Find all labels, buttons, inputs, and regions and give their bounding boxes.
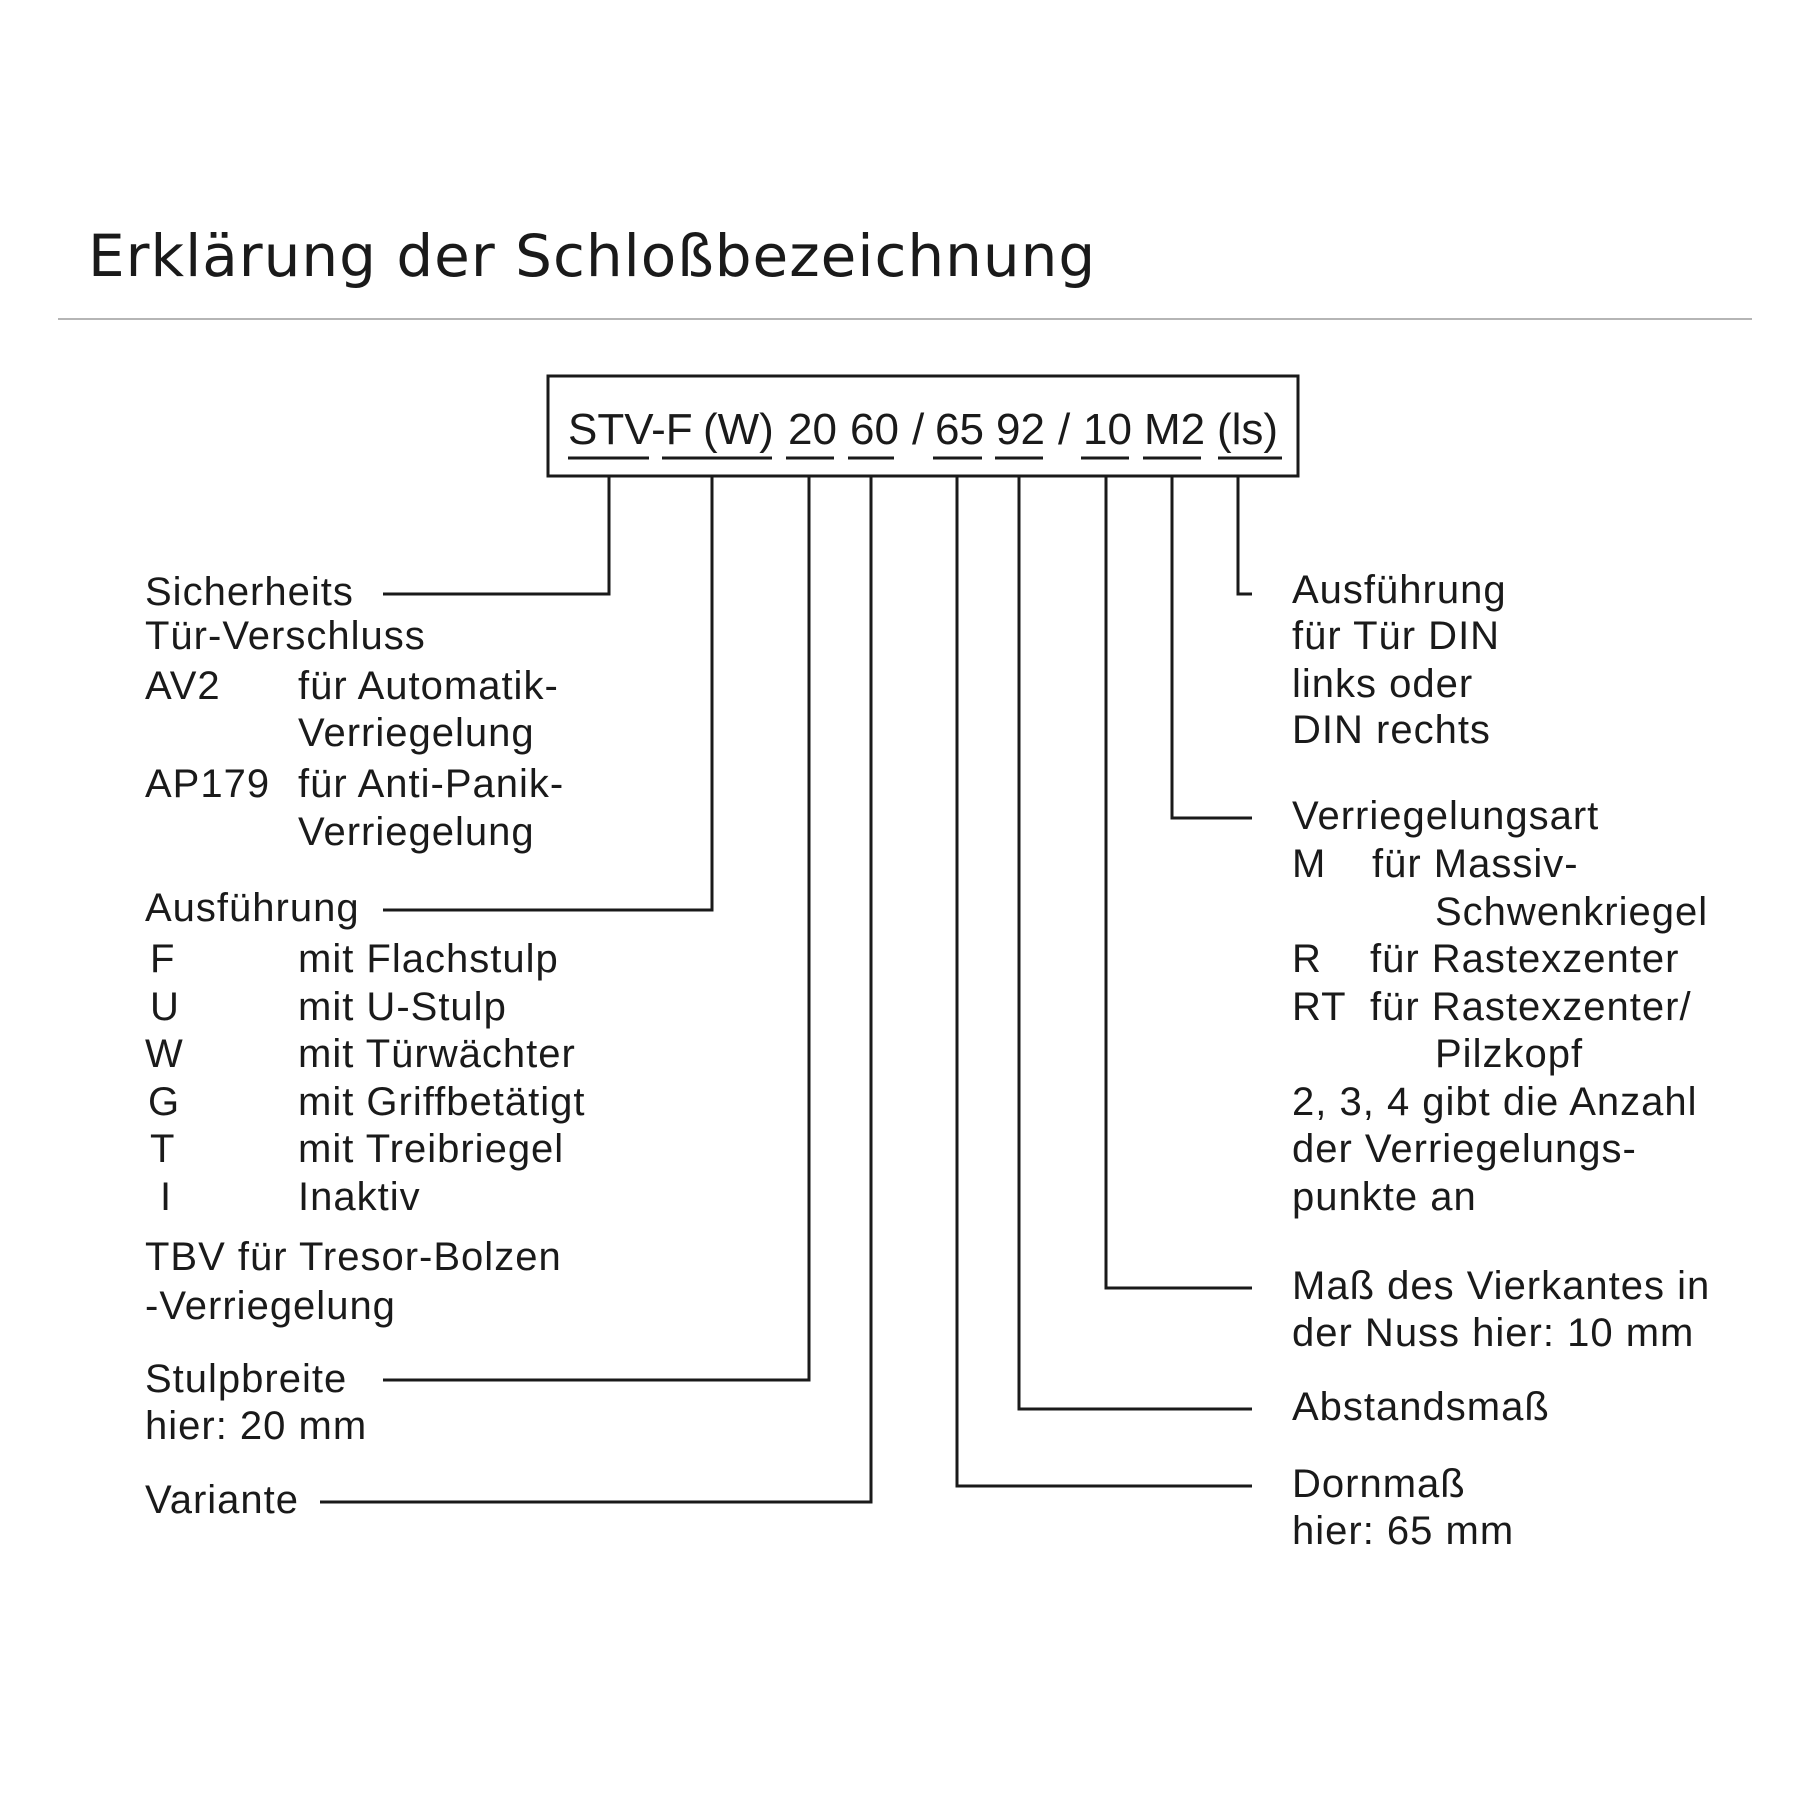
text-ap179-2: Verriegelung — [298, 810, 535, 854]
text-g: mit Griffbetätigt — [298, 1080, 586, 1124]
page-title: Erklärung der Schloßbezeichnung — [88, 222, 1097, 290]
label-dornmass: Dornmaß — [1292, 1462, 1466, 1506]
label-ausfuehrung-din-1: Ausführung — [1292, 568, 1507, 612]
code-ap179: AP179 — [145, 762, 271, 806]
label-variante: Variante — [145, 1478, 300, 1522]
text-u: mit U-Stulp — [298, 985, 507, 1029]
code-u: U — [150, 985, 180, 1029]
code-av2: AV2 — [145, 664, 221, 708]
text-av2-2: Verriegelung — [298, 711, 535, 755]
text-ap179-1: für Anti-Panik- — [298, 762, 565, 806]
text-rt-1: für Rastexzenter/ — [1370, 985, 1692, 1029]
label-abstandsmass: Abstandsmaß — [1292, 1385, 1550, 1429]
text-f: mit Flachstulp — [298, 937, 559, 981]
text-count-1: 2, 3, 4 gibt die Anzahl — [1292, 1080, 1698, 1124]
segment-slash-2: / — [1058, 405, 1071, 454]
code-i: I — [160, 1175, 173, 1219]
code-w: W — [145, 1032, 184, 1076]
text-m-1: für Massiv- — [1372, 842, 1579, 886]
segment-60: 60 — [850, 405, 899, 454]
code-t: T — [150, 1127, 176, 1171]
text-count-3: punkte an — [1292, 1175, 1477, 1219]
text-i: Inaktiv — [298, 1175, 421, 1219]
code-f: F — [150, 937, 176, 981]
code-r: R — [1292, 937, 1322, 981]
text-r: für Rastexzenter — [1370, 937, 1680, 981]
label-sicherheits: Sicherheits — [145, 570, 354, 614]
segment-w: (W) — [703, 405, 774, 454]
label-ausfuehrung-din-3: links oder — [1292, 662, 1474, 706]
segment-10: 10 — [1083, 405, 1132, 454]
label-dornmass-value: hier: 65 mm — [1292, 1509, 1515, 1553]
connector-abstandsmass — [1019, 476, 1252, 1409]
segment-m2: M2 — [1144, 405, 1206, 454]
segment-ls: (ls) — [1217, 405, 1279, 454]
text-tbv-2: -Verriegelung — [145, 1284, 396, 1328]
label-ausfuehrung: Ausführung — [145, 886, 360, 930]
code-rt: RT — [1292, 985, 1347, 1029]
connector-din — [1238, 476, 1252, 594]
text-av2-1: für Automatik- — [298, 664, 559, 708]
segment-stv-f: STV-F — [568, 405, 693, 454]
label-tuer-verschluss: Tür-Verschluss — [145, 614, 426, 658]
text-rt-2: Pilzkopf — [1435, 1032, 1584, 1076]
code-g: G — [148, 1080, 181, 1124]
segment-65: 65 — [935, 405, 984, 454]
text-count-2: der Verriegelungs- — [1292, 1127, 1637, 1171]
connector-verriegelungsart — [1172, 476, 1252, 818]
connector-sicherheit — [383, 476, 609, 594]
label-vierkant-1: Maß des Vierkantes in — [1292, 1264, 1711, 1308]
text-tbv-1: TBV für Tresor-Bolzen — [145, 1235, 562, 1279]
segment-20: 20 — [788, 405, 837, 454]
label-vierkant-2: der Nuss hier: 10 mm — [1292, 1311, 1695, 1355]
label-stulpbreite-value: hier: 20 mm — [145, 1404, 368, 1448]
segment-slash-1: / — [912, 405, 925, 454]
text-t: mit Treibriegel — [298, 1127, 565, 1171]
text-w: mit Türwächter — [298, 1032, 576, 1076]
label-ausfuehrung-din-4: DIN rechts — [1292, 708, 1491, 752]
connector-vierkant — [1106, 476, 1252, 1288]
code-m: M — [1292, 842, 1327, 886]
text-m-2: Schwenkriegel — [1435, 890, 1709, 934]
segment-92: 92 — [996, 405, 1045, 454]
label-stulpbreite: Stulpbreite — [145, 1357, 348, 1401]
label-verriegelungsart: Verriegelungsart — [1292, 794, 1600, 838]
label-ausfuehrung-din-2: für Tür DIN — [1292, 614, 1501, 658]
